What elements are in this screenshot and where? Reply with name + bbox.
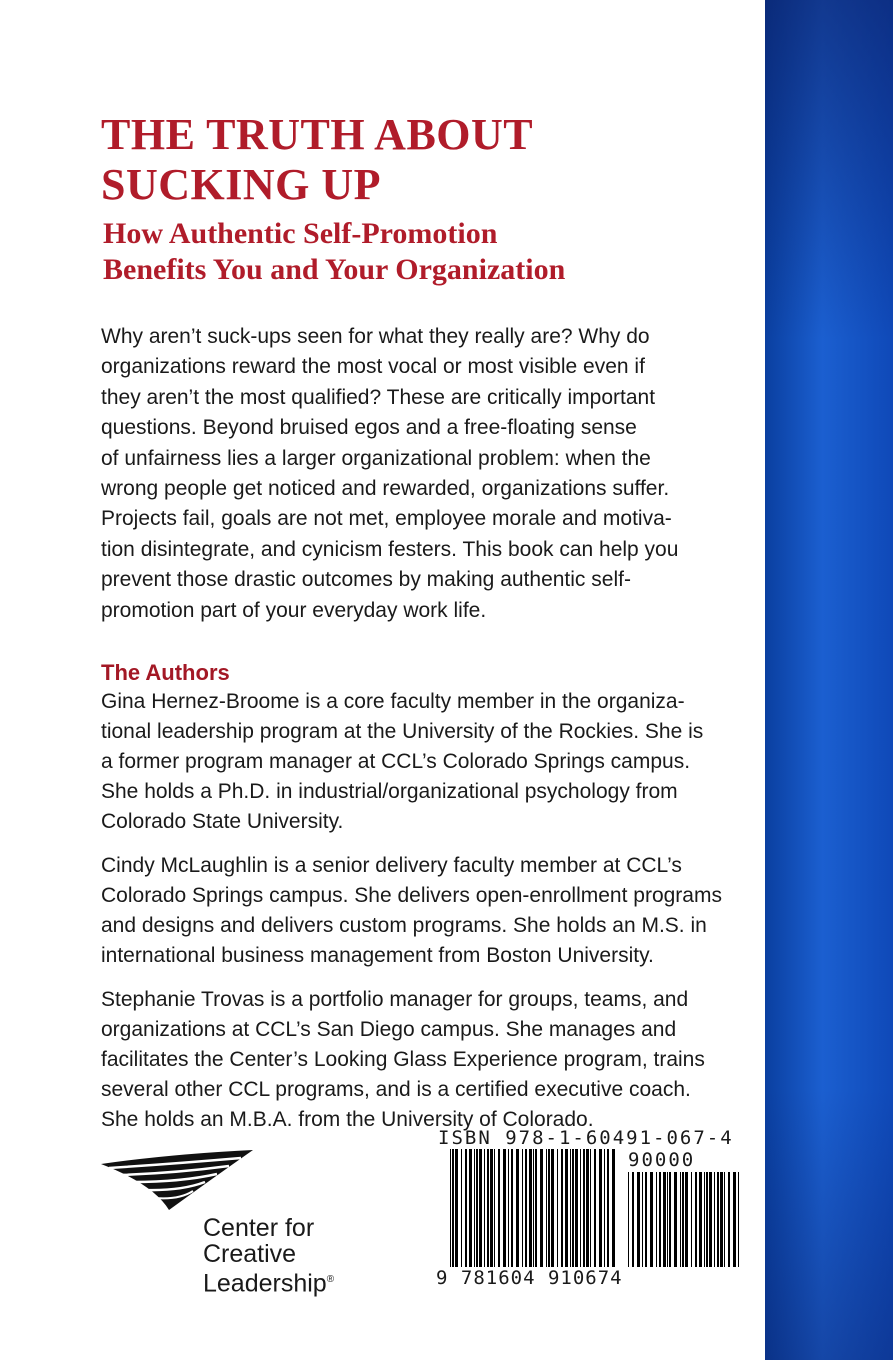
publisher-logo — [101, 1148, 341, 1298]
barcode-digits: 9 781604 910674 — [436, 1267, 623, 1289]
barcode-addon-bars — [628, 1172, 743, 1267]
registered-mark: ® — [326, 1274, 335, 1285]
bio-line: tional leadership program at the University of the Rockies. She is — [101, 720, 704, 744]
bio-line: Colorado Springs campus. She delivers open-enrollment programs — [101, 884, 722, 908]
isbn-barcode — [428, 1127, 758, 1302]
publisher-name-line: Center for — [203, 1214, 315, 1242]
bio-line: organizations at CCL’s San Diego campus. She manages and — [101, 1018, 677, 1042]
author-bio-hernez-broome — [101, 687, 731, 837]
description-line: prevent those drastic outcomes by making authentic self- — [101, 568, 631, 592]
publisher-name-line: Creative — [203, 1240, 297, 1268]
book-title — [101, 110, 731, 210]
bio-line: and designs and delivers custom programs. She holds an M.S. in — [101, 914, 707, 938]
title-line: THE TRUTH ABOUT — [101, 110, 534, 159]
bio-line: She holds an M.B.A. from the University of Colorado. — [101, 1108, 594, 1132]
description-line: Why aren’t suck-ups seen for what they really are? Why do — [101, 325, 650, 348]
description-line: of unfairness lies a larger organizational problem: when the — [101, 446, 651, 470]
authors-heading: The Authors — [101, 660, 230, 686]
publisher-name-line — [203, 1267, 334, 1296]
bio-line: Gina Hernez-Broome is a core faculty member in the organiza- — [101, 690, 685, 714]
ccl-swoosh-logo-icon — [101, 1148, 261, 1223]
bio-line: a former program manager at CCL’s Colorado Springs campus. — [101, 750, 691, 774]
bio-line: Stephanie Trovas is a portfolio manager for groups, teams, and — [101, 988, 689, 1012]
publisher-name — [203, 1215, 334, 1296]
description-line: they aren’t the most qualified? These are critically important — [101, 385, 656, 409]
bio-line: She holds a Ph.D. in industrial/organizational psychology from — [101, 780, 678, 804]
barcode-addon-digits: 90000 — [628, 1149, 696, 1171]
author-bio-mclaughlin — [101, 851, 731, 971]
description-line: Projects fail, goals are not met, employee morale and motiva- — [101, 507, 672, 531]
bio-line: Colorado State University. — [101, 810, 344, 834]
bio-line: facilitates the Center’s Looking Glass Experience program, trains — [101, 1048, 705, 1072]
description-line: questions. Beyond bruised egos and a free-floating sense — [101, 416, 637, 440]
title-line: SUCKING UP — [101, 160, 382, 209]
author-bio-trovas — [101, 985, 731, 1135]
bio-line: several other CCL programs, and is a certified executive coach. — [101, 1078, 691, 1102]
barcode-bars — [450, 1149, 620, 1267]
description-line: wrong people get noticed and rewarded, organizations suffer. — [101, 477, 670, 501]
subtitle-line: How Authentic Self-Promotion — [103, 217, 498, 250]
book-description — [101, 322, 731, 626]
spine-blue-panel — [765, 0, 893, 1360]
book-subtitle — [103, 216, 731, 288]
description-line: promotion part of your everyday work life. — [101, 598, 487, 622]
bio-line: international business management from Boston University. — [101, 944, 654, 968]
back-cover-content — [101, 110, 731, 1135]
publisher-name-text: Leadership — [203, 1269, 327, 1298]
description-line: organizations reward the most vocal or most visible even if — [101, 355, 645, 379]
isbn-label: ISBN 978-1-60491-067-4 — [438, 1127, 734, 1149]
bio-line: Cindy McLaughlin is a senior delivery faculty member at CCL’s — [101, 854, 682, 878]
subtitle-line: Benefits You and Your Organization — [103, 253, 566, 286]
description-line: tion disintegrate, and cynicism festers. This book can help you — [101, 537, 679, 561]
